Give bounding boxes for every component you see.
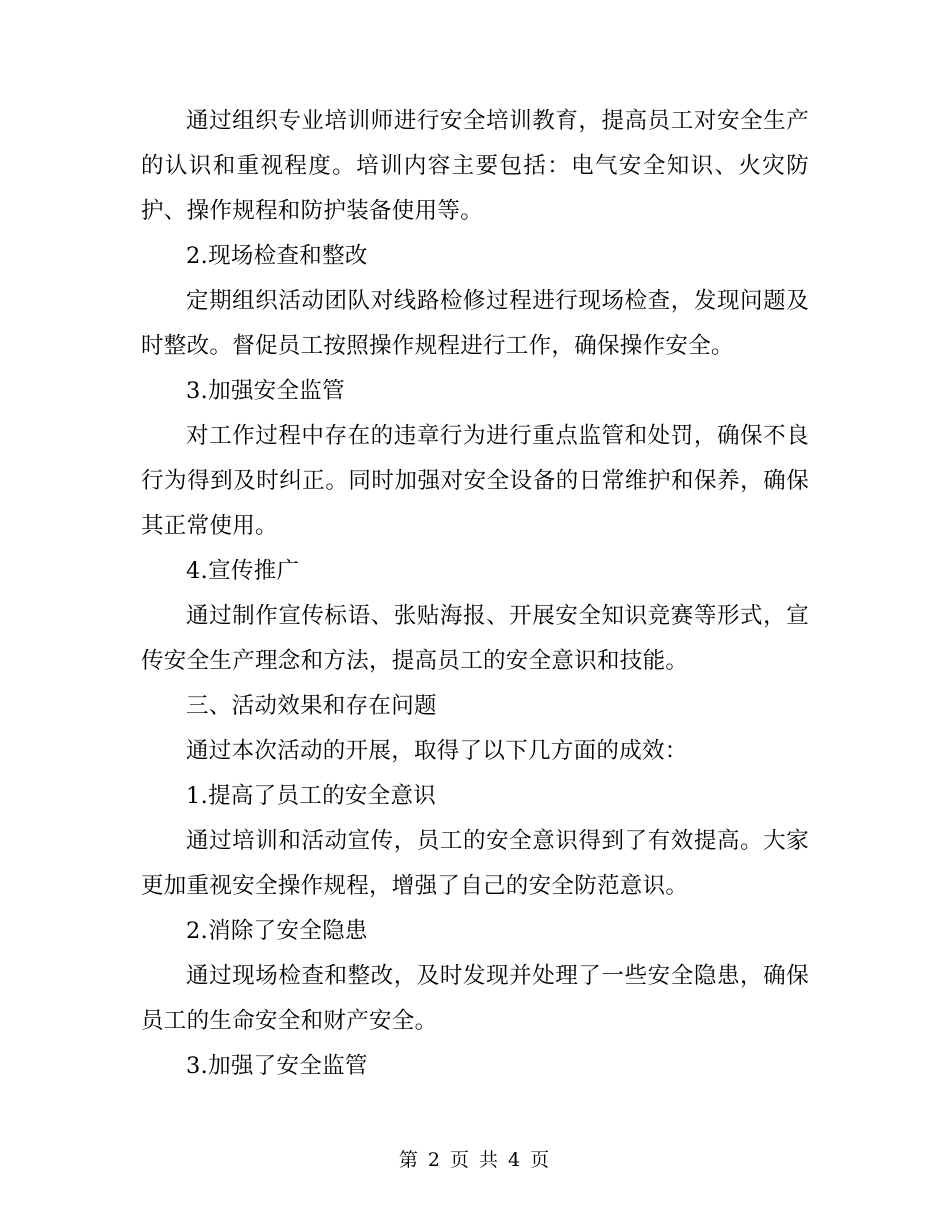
paragraph-result-awareness: 通过培训和活动宣传，员工的安全意识得到了有效提高。大家更加重视安全操作规程，增强了自己的安全防范意识。: [141, 828, 809, 899]
heading-section-three: 三、活动效果和存在问题: [186, 693, 437, 719]
page-body: [141, 99, 809, 1089]
heading-result-awareness: 1.提高了员工的安全意识: [186, 783, 437, 809]
paragraph-onsite-inspection: 定期组织活动团队对线路检修过程进行现场检查，发现问题及时整改。督促员工按照操作规程进行工作，确保操作安全。: [141, 288, 809, 359]
heading-onsite-inspection: 2.现场检查和整改: [186, 243, 368, 269]
page-number-footer: 第 2 页 共 4 页: [398, 1149, 552, 1171]
paragraph-result-hazards: 通过现场检查和整改，及时发现并处理了一些安全隐患，确保员工的生命安全和财产安全。: [141, 963, 809, 1034]
heading-result-hazards: 2.消除了安全隐患: [186, 918, 368, 944]
heading-result-supervision: 3.加强了安全监管: [186, 1053, 368, 1079]
paragraph-results-intro: 通过本次活动的开展，取得了以下几方面的成效：: [186, 738, 688, 764]
paragraph-safety-supervision: 对工作过程中存在的违章行为进行重点监管和处罚，确保不良行为得到及时纠正。同时加强对安全设备的日常维护和保养，确保其正常使用。: [141, 423, 809, 539]
heading-safety-supervision: 3.加强安全监管: [186, 378, 345, 404]
paragraph-safety-training: 通过组织专业培训师进行安全培训教育，提高员工对安全生产的认识和重视程度。培训内容主要包括：电气安全知识、火灾防护、操作规程和防护装备使用等。: [141, 108, 809, 224]
paragraph-publicity: 通过制作宣传标语、张贴海报、开展安全知识竞赛等形式，宣传安全生产理念和方法，提高员工的安全意识和技能。: [141, 603, 809, 674]
heading-publicity: 4.宣传推广: [186, 558, 300, 584]
